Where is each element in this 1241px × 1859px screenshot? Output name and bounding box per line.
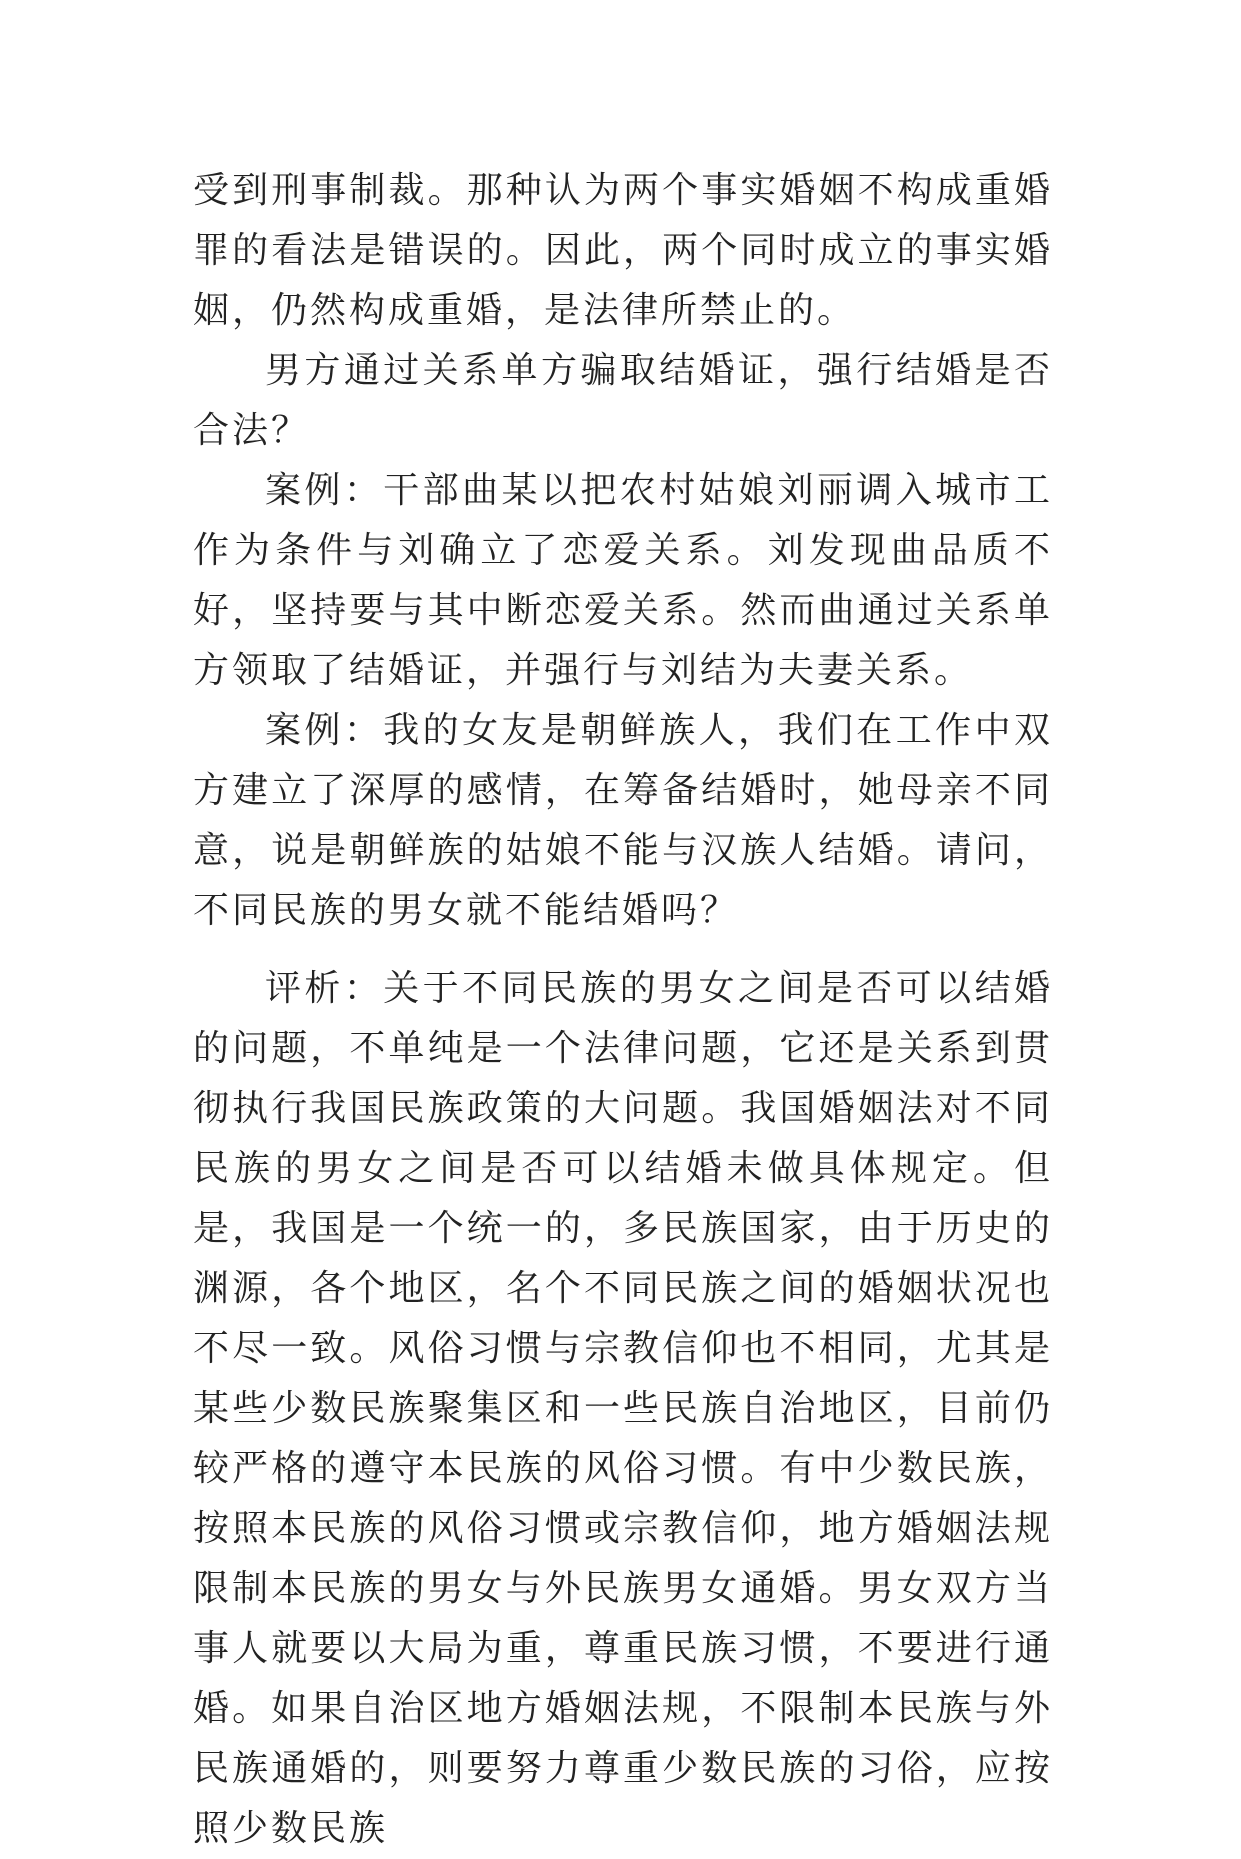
paragraph-continuation: 受到刑事制裁。那种认为两个事实婚姻不构成重婚罪的看法是错误的。因此，两个同时成立的事实婚姻，仍然构成重婚，是法律所禁止的。 [193,170,1053,331]
body-text [193,161,1053,1859]
paragraph-case-1: 案例：干部曲某以把农村姑娘刘丽调入城市工作为条件与刘确立了恋爱关系。刘发现曲品质不好，坚持要与其中断恋爱关系。然而曲通过关系单方领取了结婚证，并强行与刘结为夫妻关系。 [193,470,1053,691]
paragraph-case-2: 案例：我的女友是朝鲜族人，我们在工作中双方建立了深厚的感情，在筹备结婚时，她母亲不同意，说是朝鲜族的姑娘不能与汉族人结婚。请问，不同民族的男女就不能结婚吗？ [193,710,1053,931]
paragraph-analysis: 评析：关于不同民族的男女之间是否可以结婚的问题，不单纯是一个法律问题，它还是关系到贯彻执行我国民族政策的大问题。我国婚姻法对不同民族的男女之间是否可以结婚未做具体规定。但是，我国是一个统一的，多民族国家，由于历史的渊源，各个地区，名个不同民族之间的婚姻状况也不尽一致。风俗习惯与宗教信仰也不相同，尤其是某些少数民族聚集区和一些民族自治地区，目前仍较严格的遵守本民族的风俗习惯。有中少数民族，按照本民族的风俗习惯或宗教信仰，地方婚姻法规限制本民族的男女与外民族男女通婚。男女双方当事人就要以大局为重，尊重民族习惯，不要进行通婚。如果自治区地方婚姻法规，不限制本民族与外民族通婚的，则要努力尊重少数民族的习俗，应按照少数民族 [193,968,1053,1849]
paragraph-question-heading: 男方通过关系单方骗取结婚证，强行结婚是否合法？ [193,350,1053,451]
